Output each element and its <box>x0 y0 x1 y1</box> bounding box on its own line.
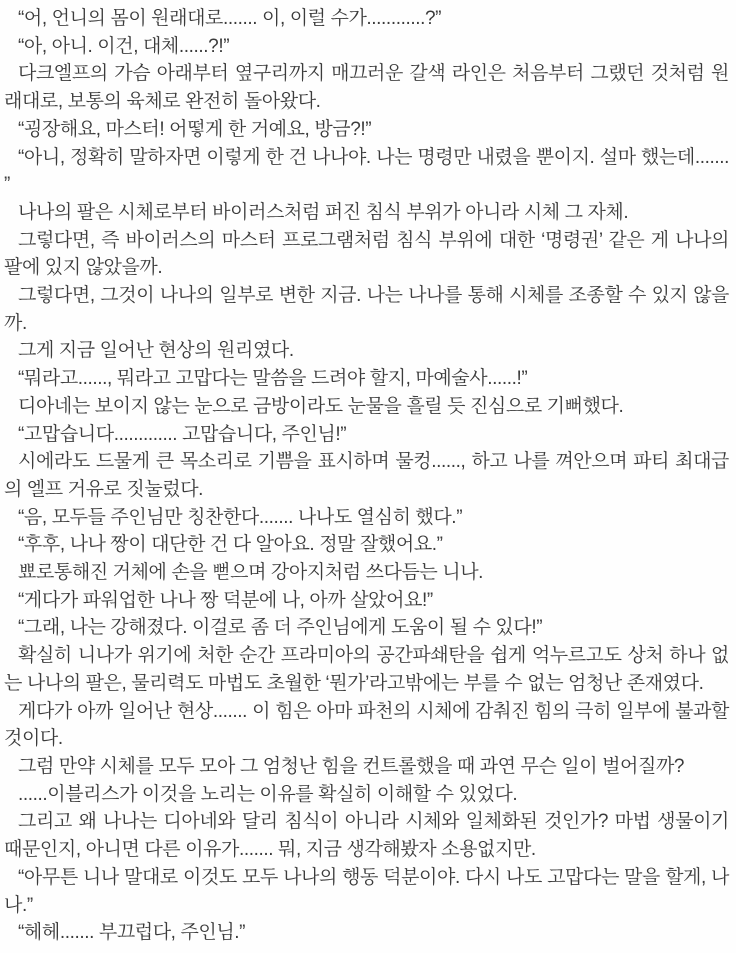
paragraph: 나나의 팔은 시체로부터 바이러스처럼 퍼진 침식 부위가 아니라 시체 그 자체. <box>18 201 629 223</box>
paragraph: 디아네는 보이지 않는 눈으로 금방이라도 눈물을 흘릴 듯 진심으로 기뻐했다. <box>18 395 624 417</box>
paragraph: “음, 모두들 주인님만 칭찬한다....... 나나도 열심히 했다.” <box>18 506 463 528</box>
paragraph: ......이블리스가 이것을 노리는 이유를 확실히 이해할 수 있었다. <box>18 783 518 805</box>
paragraph: “아무튼 니나 말대로 이것도 모두 나나의 행동 덕분이야. 다시 나도 고맙다는 말을 할게, 나나.” <box>4 866 729 916</box>
paragraph: “그래, 나는 강해졌다. 이걸로 좀 더 주인님에게 도움이 될 수 있다!” <box>18 617 543 639</box>
paragraph: 다크엘프의 가슴 아래부터 옆구리까지 매끄러운 갈색 라인은 처음부터 그랬던 것처럼 원래대로, 보통의 육체로 완전히 돌아왔다. <box>4 63 729 113</box>
paragraph: 확실히 니나가 위기에 처한 순간 프라미아의 공간파쇄탄을 쉽게 억누르고도 상처 하나 없는 나나의 팔은, 물리력도 마법도 초월한 ‘뭔가’라고밖에는 부를 수 없는 엄청난 존재였다. <box>4 645 729 694</box>
paragraphs-container <box>4 5 729 947</box>
paragraph: “아니, 정확히 말하자면 이렇게 한 건 나나야. 나는 명령만 내렸을 뿐이지. 설마 했는데.......” <box>4 146 729 196</box>
paragraph: “게다가 파워업한 나나 짱 덕분에 나, 아까 살았어요!” <box>18 589 433 611</box>
paragraph: 그게 지금 일어난 현상의 원리였다. <box>18 340 294 362</box>
paragraph: 시에라도 드물게 큰 목소리로 기쁨을 표시하며 물컹......, 하고 나를 껴안으며 파티 최대급의 엘프 거유로 짓눌렀다. <box>4 451 729 500</box>
paragraph: 그렇다면, 그것이 나나의 일부로 변한 지금. 나는 나나를 통해 시체를 조종할 수 있지 않을까. <box>4 285 729 334</box>
paragraph: “고맙습니다............. 고맙습니다, 주인님!” <box>18 423 347 445</box>
paragraph: 뾰로통해진 거체에 손을 뻗으며 강아지처럼 쓰다듬는 니나. <box>18 562 484 584</box>
paragraph: “굉장해요, 마스터! 어떻게 한 거예요, 방금?!” <box>18 118 372 140</box>
paragraph: “어, 언니의 몸이 원래대로....... 이, 이럴 수가............?” <box>18 8 442 29</box>
paragraph: 그렇다면, 즉 바이러스의 마스터 프로그램처럼 침식 부위에 대한 ‘명령권’ 같은 게 나나의 팔에 있지 않았을까. <box>4 229 729 279</box>
paragraph: 그리고 왜 나나는 디아네와 달리 침식이 아니라 시체와 일체화된 것인가? 마법 생물이기 때문인지, 아니면 다른 이유가....... 뭐, 지금 생각해봤자 소용없지만. <box>4 811 729 861</box>
paragraph: 게다가 아까 일어난 현상....... 이 힘은 아마 파천의 시체에 감춰진 힘의 극히 일부에 불과할 것이다. <box>4 700 729 750</box>
paragraph: “헤헤....... 부끄럽다, 주인님.” <box>18 922 246 944</box>
paragraph: “아, 아니. 이건, 대체......?!” <box>18 35 230 57</box>
paragraph: “후후, 나나 짱이 대단한 건 다 알아요. 정말 잘했어요.” <box>18 534 443 556</box>
paragraph: “뭐라고......, 뭐라고 고맙다는 말씀을 드려야 할지, 마예술사......!” <box>18 368 528 390</box>
paragraph: 그럼 만약 시체를 모두 모아 그 엄청난 힘을 컨트롤했을 때 과연 무슨 일이 벌어질까? <box>18 755 685 777</box>
